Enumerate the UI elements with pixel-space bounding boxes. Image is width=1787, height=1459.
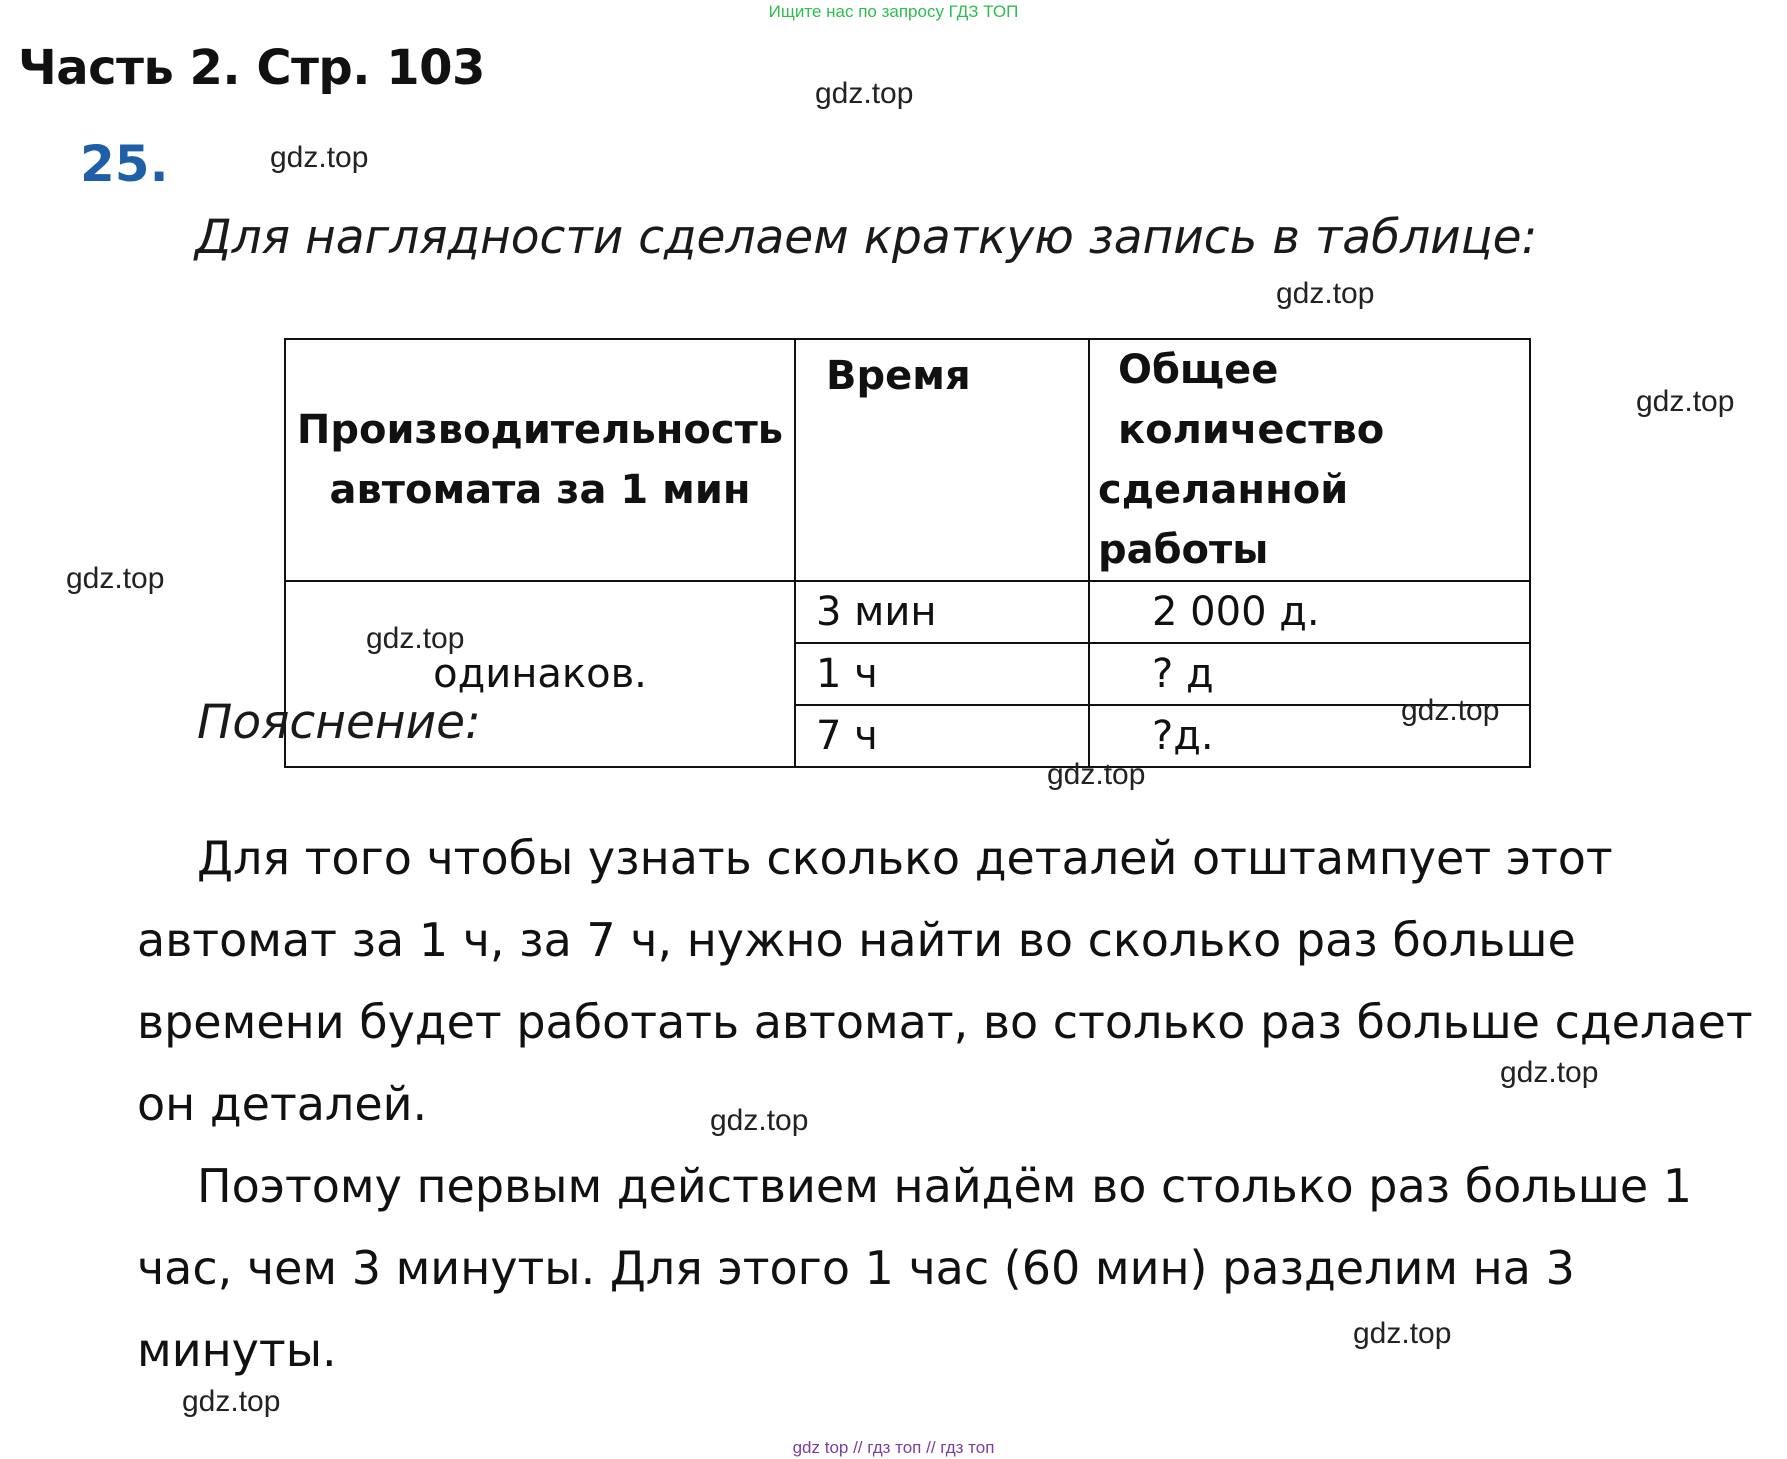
watermark: gdz.top (1636, 385, 1735, 418)
text-line: автомат за 1 ч, за 7 ч, нужно найти во сколько раз больше (137, 913, 1576, 967)
productivity-value: одинаков. (285, 581, 795, 767)
table-row (285, 581, 1530, 643)
watermark: gdz.top (1047, 758, 1146, 791)
text-line: минуты. (137, 1323, 337, 1377)
header-total-line1: Общее количество (1118, 347, 1385, 453)
watermark: gdz.top (1401, 694, 1500, 727)
text-line: Для того чтобы узнать сколько деталей отштампует этот (197, 831, 1613, 885)
text-line: час, чем 3 минуты. Для этого 1 час (60 мин) разделим на 3 (137, 1241, 1575, 1295)
row-time: 7 ч (795, 705, 1089, 767)
header-time: Время (795, 339, 1089, 581)
header-total-line2: сделанной работы (1098, 467, 1349, 573)
text-line: он деталей. (137, 1077, 428, 1131)
row-total: ?д. (1089, 705, 1530, 767)
page-title: Часть 2. Стр. 103 (18, 40, 485, 96)
row-total: ? д (1089, 643, 1530, 705)
text-line: времени будет работать автомат, во столько раз больше сделает (137, 995, 1753, 1049)
row-time: 1 ч (795, 643, 1089, 705)
watermark: gdz.top (182, 1385, 281, 1418)
explanation-paragraph-2 (137, 1145, 1777, 1391)
header-productivity-line1: Производительность (296, 407, 784, 453)
intro-text: Для наглядности сделаем краткую запись в таблице: (195, 210, 1538, 265)
row-total: 2 000 д. (1089, 581, 1530, 643)
watermark: gdz.top (1276, 277, 1375, 310)
explanation-paragraph-1 (137, 817, 1777, 1145)
explanation-heading: Пояснение: (197, 695, 481, 750)
watermark: gdz.top (815, 77, 914, 110)
header-productivity (285, 339, 795, 581)
watermark: gdz.top (66, 562, 165, 595)
header-total (1089, 339, 1530, 581)
footer-links[interactable]: gdz top // гдз топ // гдз топ (792, 1438, 995, 1457)
table-header-row (285, 339, 1530, 581)
header-productivity-line2: автомата за 1 мин (329, 467, 751, 513)
watermark: gdz.top (710, 1104, 809, 1137)
task-number: 25. (80, 135, 169, 193)
row-time: 3 мин (795, 581, 1089, 643)
watermark: gdz.top (1353, 1317, 1452, 1350)
watermark: gdz.top (1500, 1056, 1599, 1089)
watermark: gdz.top (366, 622, 465, 655)
watermark: gdz.top (270, 141, 369, 174)
text-line: Поэтому первым действием найдём во столько раз больше 1 (197, 1159, 1693, 1213)
search-notice: Ищите нас по запросу ГДЗ ТОП (768, 2, 1019, 21)
